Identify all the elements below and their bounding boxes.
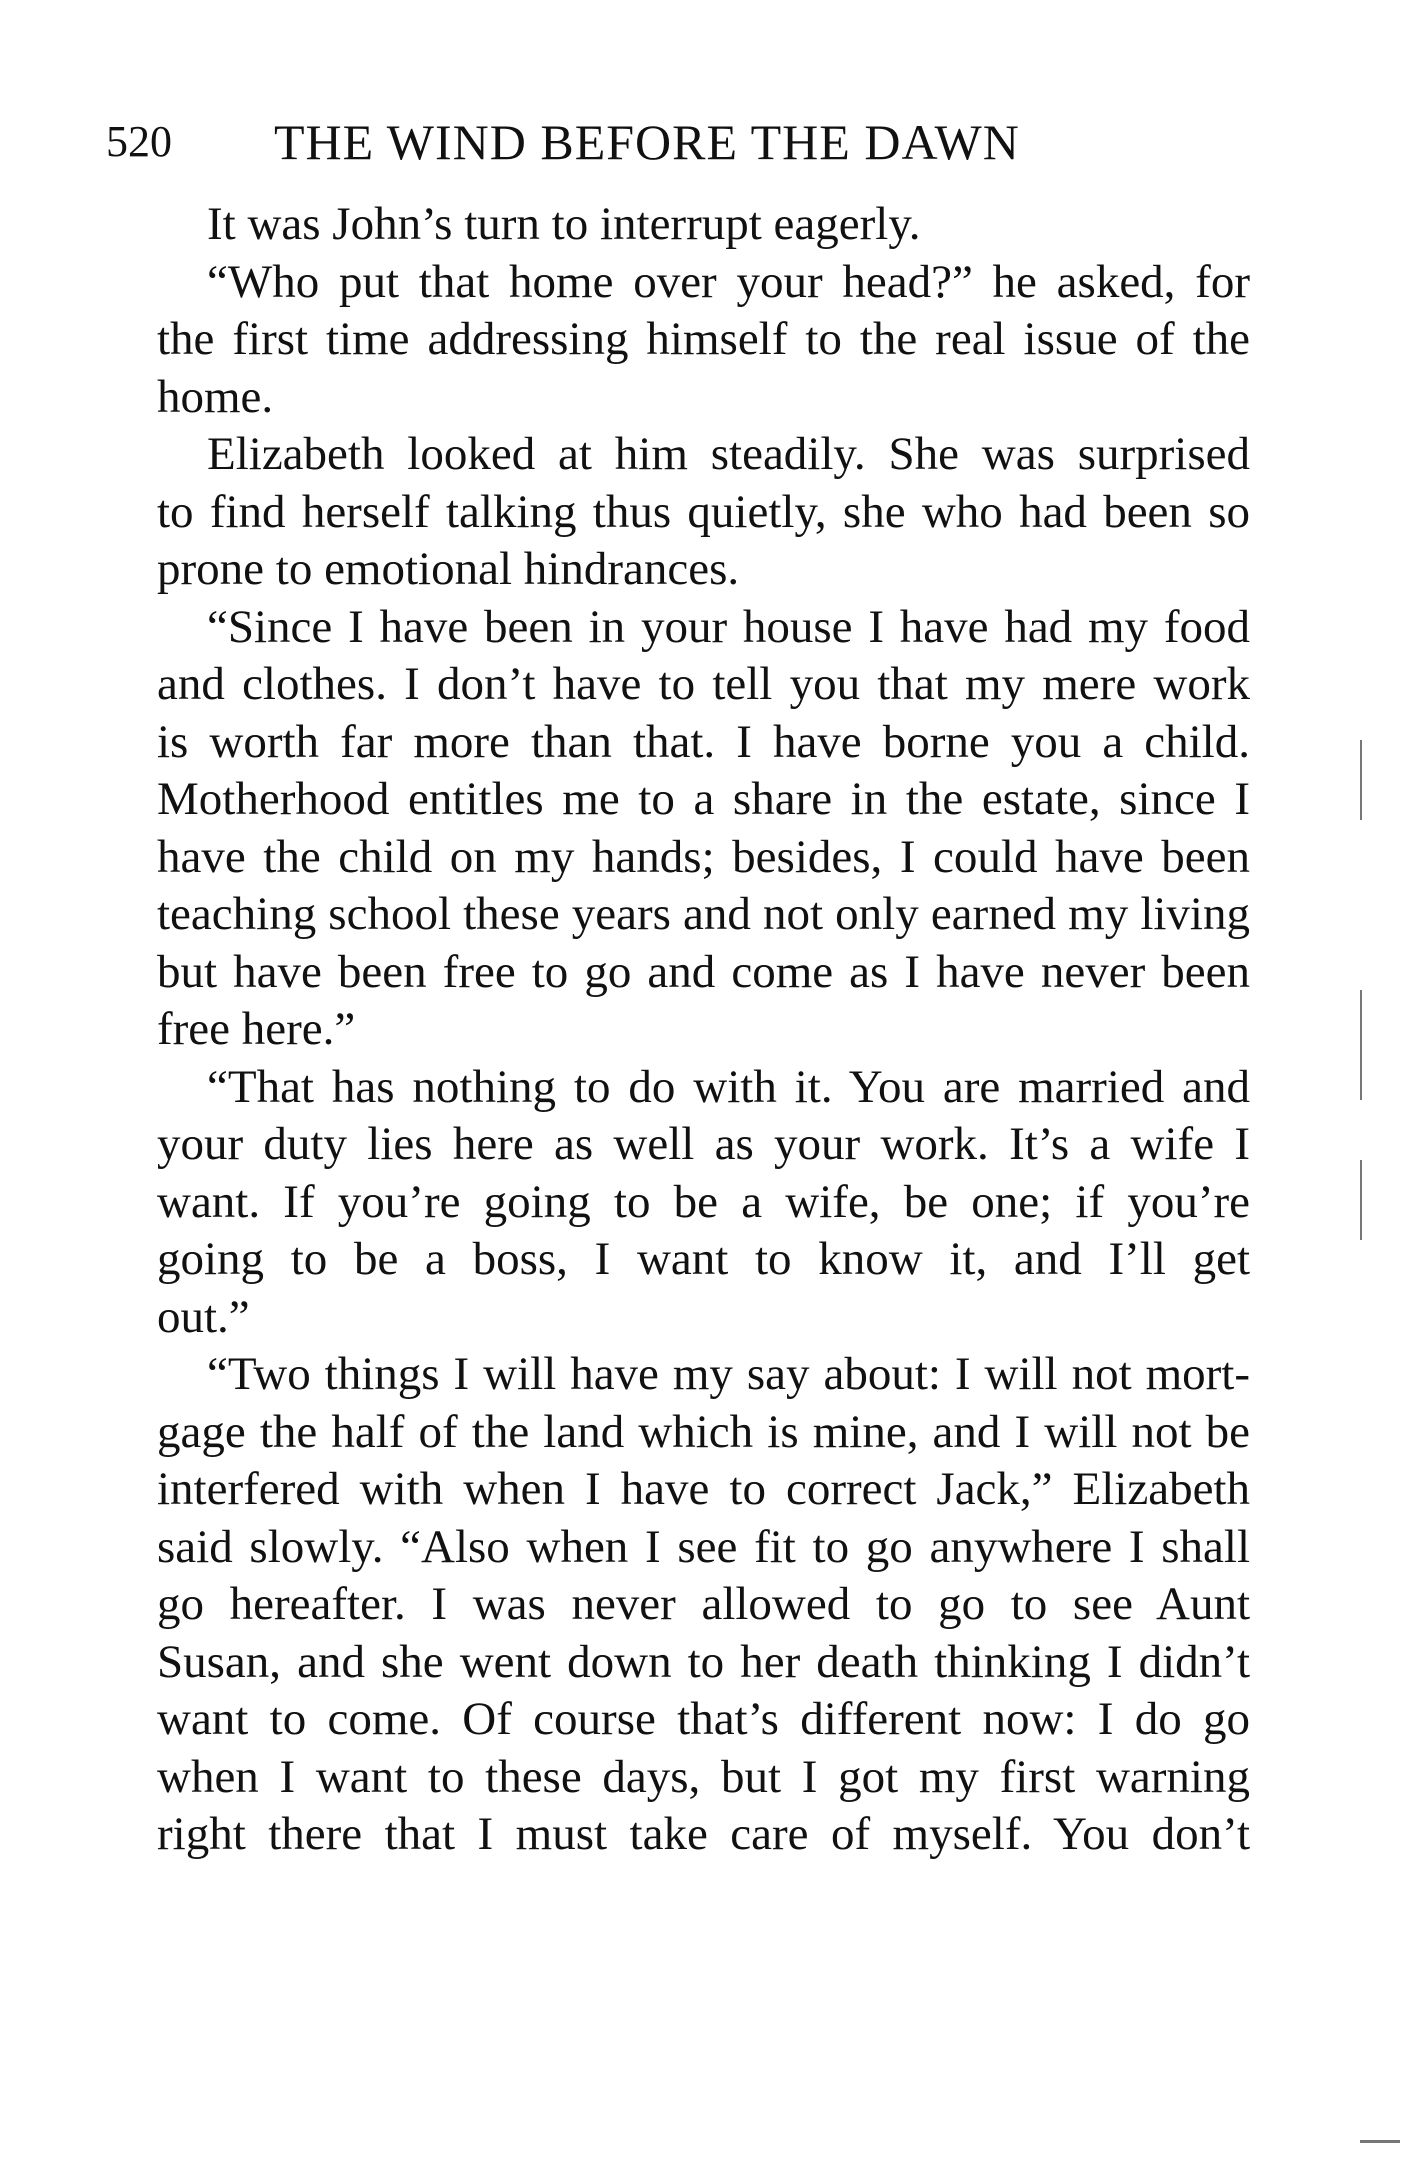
page-number: 520 [106,117,172,166]
scan-speck [1360,740,1362,820]
text-line: teaching school these years and not only earned my living [157,888,1250,940]
text-line: home. [157,370,274,423]
paragraph [107,1059,1250,1347]
text-line: prone to emotional hindrances. [157,543,740,595]
text-line: “That has nothing to do with it. You are married and [207,1060,1250,1113]
text-line: “Since I have been in your house I have had my food [207,600,1250,653]
scan-speck [1360,2140,1400,2143]
text-line: want to come. Of course that’s different now: I do go [157,1693,1250,1745]
page-header [106,112,1256,172]
paragraph [107,599,1250,1059]
text-line: going to be a boss, I want to know it, and I’ll get [157,1233,1250,1285]
text-line: have the child on my hands; besides, I could have been [157,830,1250,883]
text-line: go hereafter. I was never allowed to go to see Aunt [157,1578,1250,1630]
running-title: THE WIND BEFORE THE DAWN [274,114,1020,170]
body-text [107,196,1250,1864]
text-line: but have been free to go and come as I have never been [157,945,1250,998]
text-line: and clothes. I don’t have to tell you that my mere work [157,658,1250,710]
text-line: right there that I must take care of myself. You don’t [157,1808,1250,1860]
scan-speck [1360,990,1362,1100]
text-line: to find herself talking thus quietly, she who had been so [157,485,1250,538]
text-line: your duty lies here as well as your work. It’s a wife I [157,1118,1250,1170]
text-line: said slowly. “Also when I see fit to go anywhere I shall [157,1520,1250,1573]
scan-speck [1360,1160,1362,1240]
paragraph [107,196,1250,254]
text-line: Susan, and she went down to her death thinking I didn’t [157,1635,1250,1688]
text-line: It was John’s turn to interrupt eagerly. [207,198,921,250]
paragraph [107,254,1250,427]
text-line: when I want to these days, but I got my first warning [157,1750,1250,1803]
text-line: gage the half of the land which is mine, and I will not be [157,1405,1250,1458]
text-line: is worth far more than that. I have borne you a child. [157,715,1250,768]
text-line: Elizabeth looked at him steadily. She was surprised [207,428,1250,480]
paragraph [107,426,1250,599]
text-line: Motherhood entitles me to a share in the estate, since I [157,773,1250,825]
text-line: out.” [157,1290,250,1343]
text-line: “Two things I will have my say about: I will not mort- [207,1348,1250,1400]
paragraph [107,1346,1250,1864]
text-line: want. If you’re going to be a wife, be one; if you’re [157,1175,1250,1228]
text-line: free here.” [157,1003,356,1055]
text-line: interfered with when I have to correct Jack,” Elizabeth [157,1463,1250,1515]
text-line: the first time addressing himself to the real issue of the [157,313,1250,365]
text-line: “Who put that home over your head?” he asked, for [207,255,1250,308]
